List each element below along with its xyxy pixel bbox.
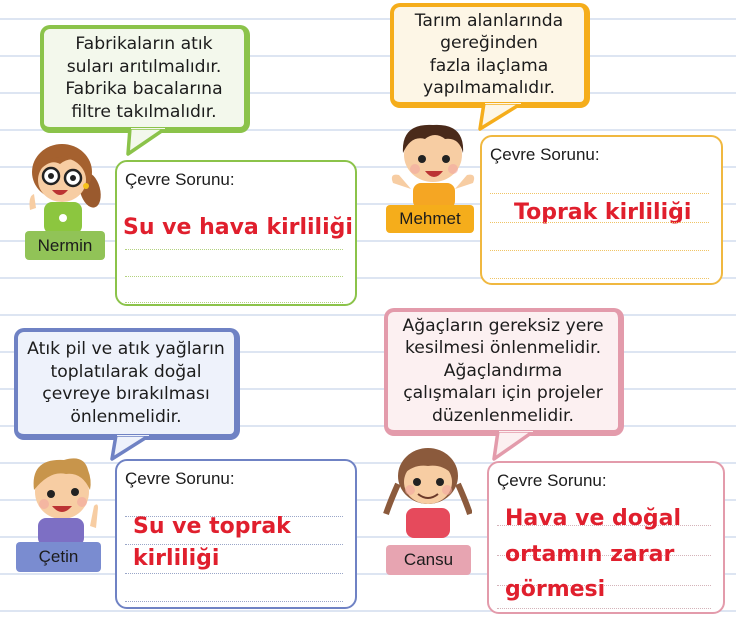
speech-tail-icon [490, 431, 540, 463]
answer-box-cetin [115, 459, 357, 609]
dotted-line [125, 302, 343, 303]
answer-text: kirliliği [133, 546, 220, 571]
name-tag-nermin: Nermin [25, 231, 105, 260]
answer-label: Çevre Sorunu: [125, 469, 235, 488]
speech-bubble-mehmet [390, 3, 590, 108]
answer-text: Hava ve doğal [505, 506, 682, 531]
dotted-line [125, 249, 343, 250]
answer-text: Toprak kirliliği [514, 200, 692, 225]
name-tag-cansu: Cansu [386, 545, 471, 575]
speech-line: yapılmamalıdır. [423, 78, 555, 98]
speech-tail-icon [104, 435, 154, 465]
speech-tail-icon [478, 103, 528, 133]
answer-text: Su ve toprak [133, 514, 291, 539]
dotted-line [497, 608, 711, 609]
boy-waving-icon [385, 117, 480, 212]
speech-bubble-nermin [40, 25, 250, 133]
speech-line: Ağaçların gereksiz yere [402, 315, 604, 336]
name-tag-mehmet: Mehmet [386, 205, 474, 233]
answer-box-nermin [115, 160, 357, 306]
dotted-line [125, 276, 343, 277]
speech-line: fazla ilaçlama [429, 55, 549, 76]
dotted-line [490, 278, 709, 279]
speech-line: Ağaçlandırma [443, 360, 563, 381]
speech-line: gereğinden [440, 33, 538, 53]
dotted-line [490, 222, 709, 223]
speech-line: düzenlenmelidir. [431, 405, 575, 426]
answer-label: Çevre Sorunu: [125, 170, 235, 189]
name-tag-cetin: Çetin [16, 542, 101, 572]
dotted-line [490, 193, 709, 194]
speech-line: Tarım alanlarında [414, 10, 564, 31]
speech-line: önlenmelidir. [70, 406, 182, 427]
speech-tail-icon [118, 128, 168, 158]
answer-text: Su ve hava kirliliği [123, 215, 353, 240]
answer-box-cansu [487, 461, 725, 614]
rule-line [0, 18, 736, 20]
answer-label: Çevre Sorunu: [497, 471, 607, 490]
speech-line: Atık pil ve atık yağların [27, 339, 225, 359]
speech-bubble-cetin [14, 328, 240, 440]
answer-label: Çevre Sorunu: [490, 145, 600, 164]
speech-line: filtre takılmalıdır. [71, 101, 217, 122]
dotted-line [490, 250, 709, 251]
speech-line: Fabrika bacalarına [65, 79, 223, 99]
girl-with-glasses-icon [20, 138, 110, 238]
answer-text: ortamın zarar [505, 542, 675, 567]
speech-line: çevreye bırakılması [42, 384, 210, 404]
answer-box-mehmet [480, 135, 723, 285]
speech-line: suları arıtılmalıdır. [66, 56, 222, 77]
dotted-line [125, 573, 343, 574]
answer-text: görmesi [505, 577, 606, 602]
girl-with-braids-icon [382, 440, 472, 540]
speech-line: çalışmaları için projeler [403, 383, 603, 404]
speech-line: kesilmesi önlenmelidir. [404, 338, 602, 359]
rule-line [0, 314, 736, 316]
boy-pointing-icon [20, 450, 110, 550]
speech-line: toplatılarak doğal [50, 361, 202, 382]
speech-bubble-cansu [384, 308, 624, 436]
dotted-line [125, 601, 343, 602]
speech-line: Fabrikaların atık [75, 34, 213, 54]
